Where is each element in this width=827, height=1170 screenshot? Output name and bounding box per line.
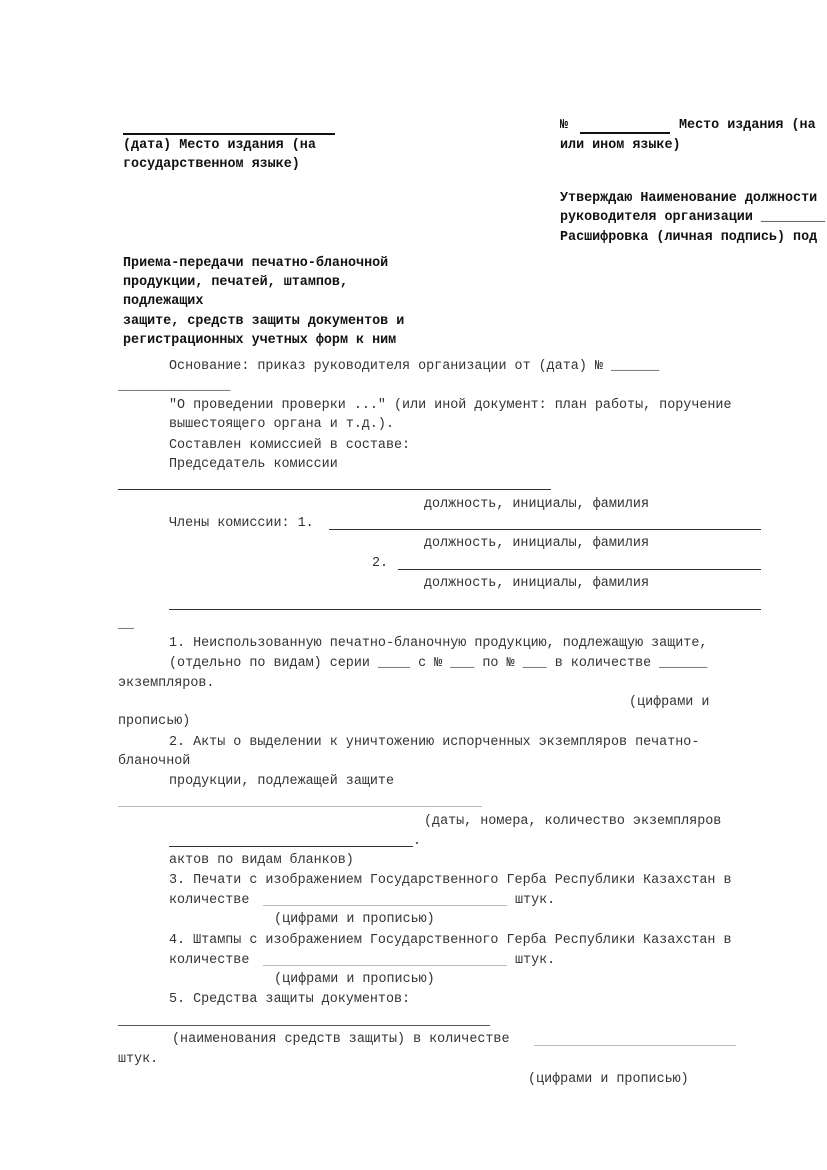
subject-line-1: "О проведении проверки ..." (или иной документ: план работы, поручение (169, 398, 732, 413)
item-4-line-2: количестве (169, 953, 250, 968)
item-2-fill-line (118, 806, 482, 807)
item-2-caption: (даты, номера, количество экземпляров (424, 814, 722, 829)
chairman-label: Председатель комиссии (169, 457, 338, 472)
item-4-unit: штук. (515, 953, 556, 968)
chairman-line (118, 489, 551, 490)
position-caption-1: должность, инициалы, фамилия (424, 497, 649, 512)
document-title-line-2: продукции, печатей, штампов, (123, 275, 348, 290)
number-line (580, 132, 670, 134)
item-4-fill-line (263, 965, 507, 966)
approve-line-1: Утверждаю Наименование должности (560, 191, 818, 206)
composed-line: Составлен комиссией в составе: (169, 438, 411, 453)
document-title-line-4: защите, средств защиты документов и (123, 314, 405, 329)
item-5-fill-line (118, 1025, 490, 1026)
members-label: Члены комиссии: 1. (169, 516, 314, 531)
item-5-line-2: (наименования средств защиты) в количестве (172, 1032, 510, 1047)
item-5-quantity-line (534, 1045, 736, 1046)
item-1-line-3: экземпляров. (118, 676, 215, 691)
date-place-caption-1: (дата) Место издания (на (123, 138, 316, 153)
item-1-line-2: (отдельно по видам) серии ____ с № ___ по № ___ в количестве ______ (169, 656, 708, 671)
item-4-caption: (цифрами и прописью) (274, 972, 435, 987)
document-title-line-5: регистрационных учетных форм к ним (123, 333, 397, 348)
subject-line-2: вышестоящего органа и т.д.). (169, 417, 394, 432)
member-2-line (398, 569, 761, 570)
item-2-line-3: продукции, подлежащей защите (169, 774, 394, 789)
item-3-fill-line (263, 905, 507, 906)
item-1-caption: (цифрами и (629, 695, 710, 710)
date-place-caption-2: государственном языке) (123, 157, 300, 172)
extra-member-continuation: __ (118, 617, 135, 632)
item-3-caption: (цифрами и прописью) (274, 912, 435, 927)
item-2-caption-2: актов по видам бланков) (169, 853, 354, 868)
position-caption-3: должность, инициалы, фамилия (424, 576, 649, 591)
extra-member-line (169, 609, 761, 610)
item-1-line-1: 1. Неиспользованную печатно-бланочную продукцию, подлежащую защите, (169, 636, 708, 651)
basis-continuation: ______________ (118, 379, 231, 394)
item-3-line-1: 3. Печати с изображением Государственного Герба Республики Казахстан в (169, 873, 732, 888)
right-place-caption-1: Место издания (на (679, 118, 816, 133)
item-5-line-1: 5. Средства защиты документов: (169, 992, 411, 1007)
position-caption-2: должность, инициалы, фамилия (424, 536, 649, 551)
approve-line-2: руководителя организации ________ (560, 210, 826, 225)
item-2-fill-line-2 (169, 846, 413, 847)
item-5-caption: (цифрами и прописью) (528, 1072, 689, 1087)
item-1-caption-2: прописью) (118, 714, 191, 729)
basis-line: Основание: приказ руководителя организации от (дата) № ______ (169, 359, 660, 374)
number-sign: № (560, 118, 569, 133)
member-2-label: 2. (372, 556, 389, 571)
item-2-line-2: бланочной (118, 754, 191, 769)
item-5-unit: штук. (118, 1052, 159, 1067)
right-place-caption-2: или ином языке) (560, 138, 681, 153)
approve-line-3: Расшифровка (личная подпись) под (560, 230, 818, 245)
item-4-line-1: 4. Штампы с изображением Государственного Герба Республики Казахстан в (169, 933, 732, 948)
document-title-line-1: Приема-передачи печатно-бланочной (123, 256, 389, 271)
item-3-line-2: количестве (169, 893, 250, 908)
item-2-line-1: 2. Акты о выделении к уничтожению испорченных экземпляров печатно- (169, 735, 700, 750)
item-2-dot: . (413, 834, 422, 849)
document-title-line-3: подлежащих (123, 294, 204, 309)
member-1-line (329, 529, 761, 530)
date-signature-line (123, 133, 335, 135)
item-3-unit: штук. (515, 893, 556, 908)
